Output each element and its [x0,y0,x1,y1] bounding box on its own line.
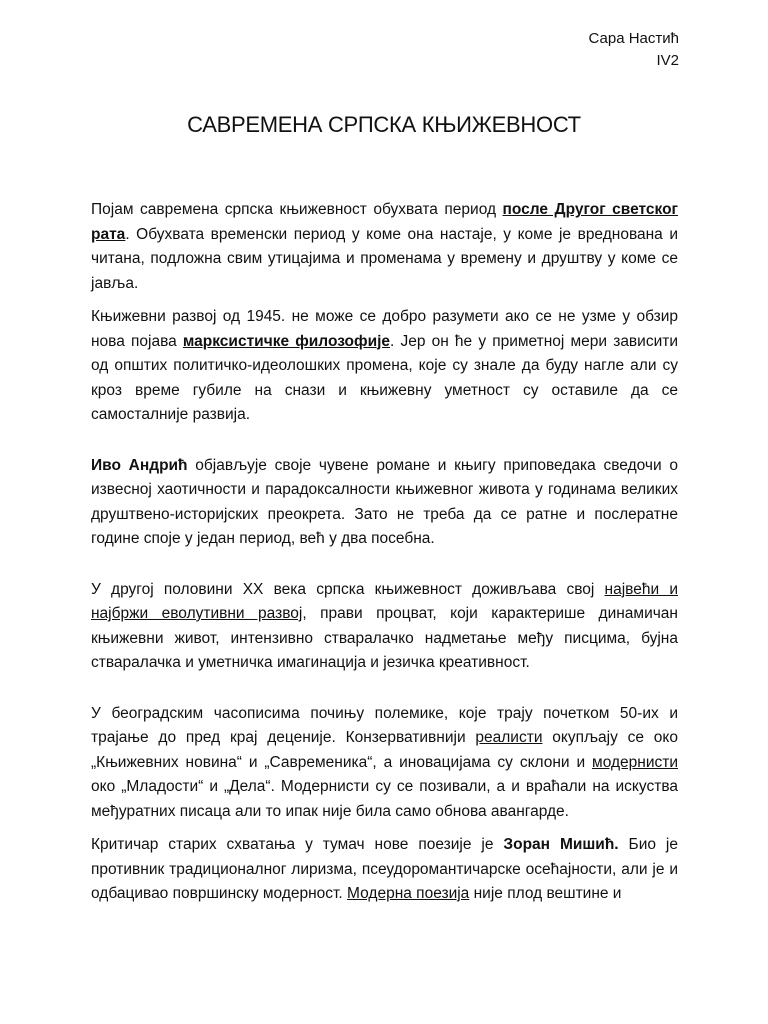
p2-underlined-1: марксистичке филозофије [182,332,391,350]
paragraph-3 [91,454,678,552]
document-title: САВРЕМЕНА СРПСКА КЊИЖЕВНОСТ [187,112,581,137]
p5-text-2: окупљају се око „Књижевних новина“ и „Савременика“, а иновацијама су склони и [91,729,678,771]
p4-underlined-1: највећи и најбржи еволутивни развој [91,580,678,622]
p1-text-2: . Обухвата временски период у коме она настаје, у коме је вреднована и читана, подложна свим утицајима и променама у времену и друштву у коме се јавља. [91,225,678,292]
p1-underlined-1: после Другог светског рата [91,201,678,243]
author-block [589,28,679,72]
document-body [91,198,678,916]
p6-text-2: Био је противник традиционалног лиризма, псеудоромантичарске осећајности, али је и одбацивао површинску модерност. [91,836,678,902]
author-class: IV2 [656,52,679,69]
p2-text-1: Књижевни развој од 1945. не може се добро разумети ако се не узме у обзир нова појава [91,308,678,350]
author-name: Сара Настић [588,30,679,47]
p2-text-2: . Јер он ће у приметној мери зависити од општих политичко-идеолошких промена, које су знале да буду нагле али су кроз време губиле на снази и књижевну уметност су оставиле да се самосталније развија. [91,332,678,423]
p5-text-3: око „Младости“ и „Дела“. Модернисти су се позивали, а и враћали на искуства међуратних писаца али то ипак није била само обнова авангарде. [91,778,678,820]
p5-underlined-1: реалисти [475,729,543,746]
p6-underlined-1: Модерна поезија [347,885,470,902]
p3-bold-1: Иво Андрић [91,456,188,474]
paragraph-1 [91,198,678,296]
p5-text-1: У београдским часописима почињу полемике, које трају почетком 50-их и трајање до пред крај деценије. Конзервативнији [91,704,678,746]
p6-bold-1: Зоран Мишић. [503,836,619,853]
paragraph-5 [91,702,678,825]
p1-text-1: Појам савремена српска књижевност обухвата период [91,201,503,218]
p6-text-1: Критичар старих схватања у тумач нове поезије је [91,836,504,853]
p4-text-1: У другој половини XX века српска књижевност доживљава свој [91,580,605,598]
paragraph-6 [91,833,678,907]
paragraph-2 [91,305,678,428]
p3-text-1: објављује своје чувене романе и књигу приповедака сведочи о извесној хаотичности и парадоксалности књижевног живота у годинама великих друштвено-историјских преокрета. Зато не треба да се ратне и послератне године споје у један период, већ у два посебна. [91,456,678,547]
paragraph-4 [91,578,678,676]
p4-text-2: , прави процват, који карактерише динамичан књижевни живот, интензивно стваралачко надметање међу писцима, бујна стваралачка и уметничка имагинација и језичка креативност. [91,605,678,671]
p6-text-3: није плод вештине и [469,885,622,902]
p5-underlined-2: модернисти [592,753,678,771]
